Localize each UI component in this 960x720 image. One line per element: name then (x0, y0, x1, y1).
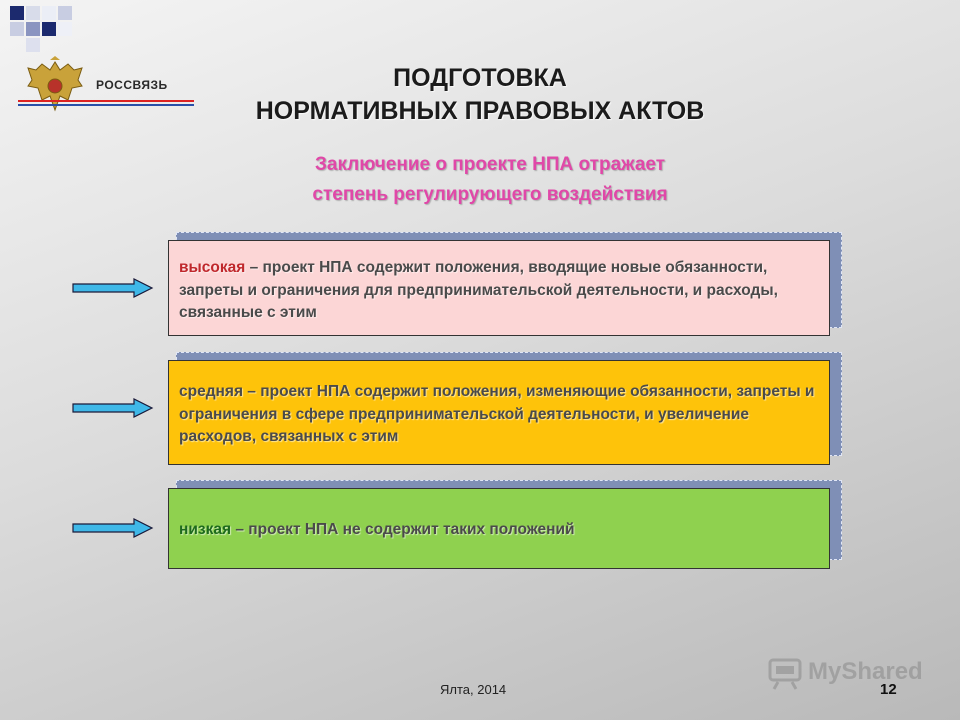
arrow-right-icon (72, 278, 154, 298)
deco-square (26, 22, 40, 36)
watermark-text: MyShared (808, 658, 923, 685)
double-eagle-emblem-icon (24, 56, 86, 116)
deco-square (42, 6, 56, 20)
level-card-low (168, 488, 830, 569)
level-keyword: низкая (179, 521, 232, 538)
deco-square (42, 22, 56, 36)
level-keyword: средняя (179, 383, 243, 400)
subtitle-line-1: Заключение о проекте НПА отражает (314, 154, 666, 175)
level-card-medium (168, 360, 830, 465)
page-number: 12 (880, 681, 897, 698)
level-keyword: высокая (179, 259, 246, 276)
title-line-1: ПОДГОТОВКА (393, 64, 567, 92)
logo-red-line (18, 100, 194, 102)
deco-square (26, 38, 40, 52)
deco-square (10, 22, 24, 36)
slide-subtitle (200, 150, 780, 210)
projector-icon (768, 656, 804, 690)
slide-title (180, 62, 780, 128)
level-card-high (168, 240, 830, 336)
level-description: – проект НПА содержит положения, вводящие новые обязанности, запреты и ограничения для предпринимательской деятельности, и расходы, связанные с этим (179, 259, 778, 321)
arrow-right-icon (72, 398, 154, 418)
level-description: – проект НПА не содержит таких положений (231, 521, 575, 538)
deco-square (58, 6, 72, 20)
deco-square (10, 6, 24, 20)
arrow-right-icon (72, 518, 154, 538)
level-description: – проект НПА содержит положения, изменяющие обязанности, запреты и ограничения в сфере предпринимательской деятельности, и увеличение расходов, связанных с этим (179, 383, 815, 445)
corner-decoration (0, 0, 80, 50)
subtitle-line-2: степень регулирующего воздействия (312, 184, 668, 205)
deco-square (26, 6, 40, 20)
footer-location: Ялта, 2014 (440, 682, 507, 697)
rossvyaz-logo (14, 56, 194, 116)
logo-text: РОССВЯЗЬ (96, 78, 168, 92)
logo-blue-line (18, 104, 194, 106)
title-line-2: НОРМАТИВНЫХ ПРАВОВЫХ АКТОВ (255, 97, 705, 125)
myshared-watermark (766, 654, 946, 694)
deco-square (58, 22, 72, 36)
